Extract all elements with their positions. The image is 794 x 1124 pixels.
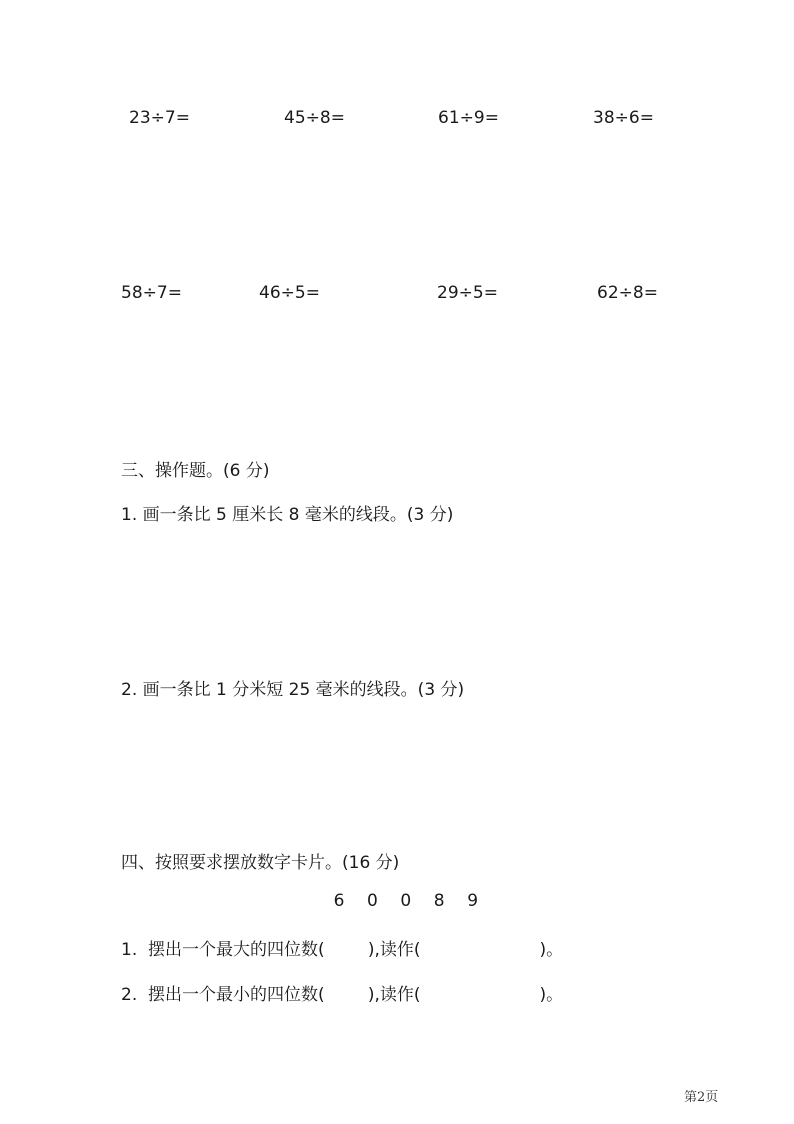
digit-card: 6 <box>333 891 345 911</box>
division-problem: 23÷7= <box>129 108 190 128</box>
question-largest-number: 1. 摆出一个最大的四位数( ),读作( )。 <box>121 940 564 960</box>
digit-cards <box>325 891 487 911</box>
page-number: 第2页 <box>684 1090 719 1105</box>
division-problem: 45÷8= <box>284 108 345 128</box>
digit-card: 0 <box>366 891 378 911</box>
division-problem: 62÷8= <box>597 283 658 303</box>
question-draw-line-1: 1. 画一条比 5 厘米长 8 毫米的线段。(3 分) <box>121 505 454 525</box>
division-problem: 29÷5= <box>437 283 498 303</box>
division-problem: 46÷5= <box>259 283 320 303</box>
division-problem: 58÷7= <box>121 283 182 303</box>
digit-card: 9 <box>467 891 479 911</box>
digit-card: 0 <box>400 891 412 911</box>
question-draw-line-2: 2. 画一条比 1 分米短 25 毫米的线段。(3 分) <box>121 680 465 700</box>
division-problem: 38÷6= <box>593 108 654 128</box>
digit-card: 8 <box>433 891 445 911</box>
section-heading-operations: 三、操作题。(6 分) <box>121 461 270 481</box>
division-problem: 61÷9= <box>438 108 499 128</box>
question-smallest-number: 2. 摆出一个最小的四位数( ),读作( )。 <box>121 985 564 1005</box>
section-heading-digit-cards: 四、按照要求摆放数字卡片。(16 分) <box>121 853 400 873</box>
